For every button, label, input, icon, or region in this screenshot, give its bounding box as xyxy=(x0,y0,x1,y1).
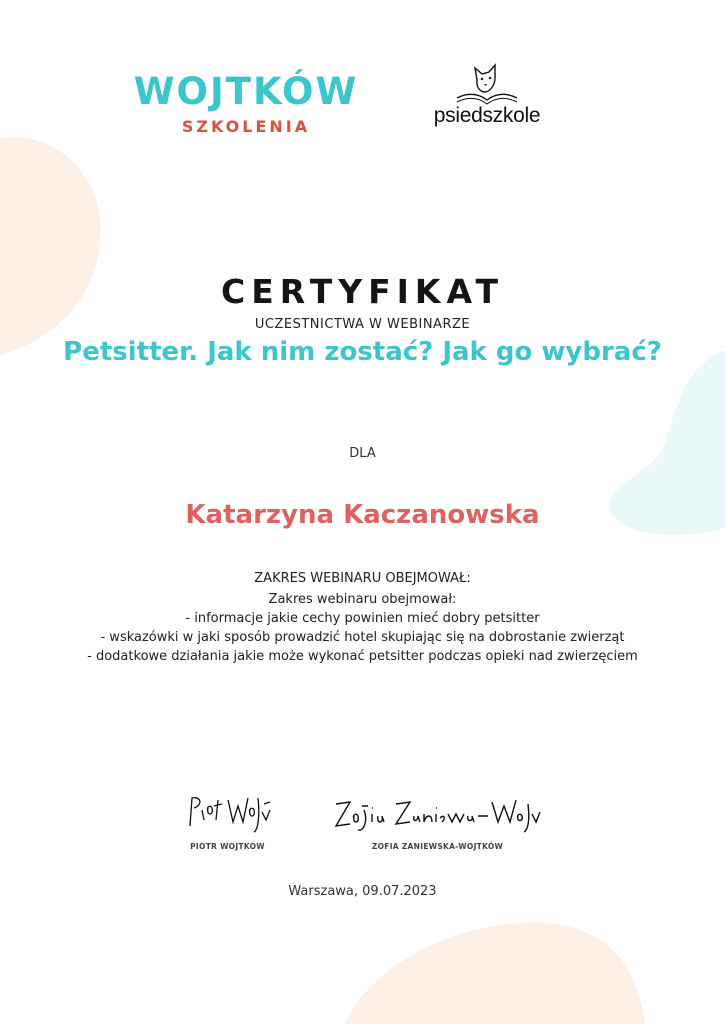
scope-heading: ZAKRES WEBINARU OBEJMOWAŁ: xyxy=(254,571,471,586)
signature-zofia xyxy=(328,790,548,834)
scope-list xyxy=(70,590,655,666)
psiedszkole-logo xyxy=(430,62,544,128)
logo-subword: SZKOLENIA xyxy=(181,117,311,136)
signature-block-1 xyxy=(170,790,285,851)
signature-name: PIOTR WOJTKÓW xyxy=(190,842,265,851)
scope-item: - wskazówki w jaki sposób prowadzić hotel skupiając się na dobrostanie zwierząt xyxy=(100,630,625,645)
for-label: DLA xyxy=(349,446,376,461)
scope-item: - informacje jakie cechy powinien mieć dobry petsitter xyxy=(185,611,540,626)
wojtkow-logo xyxy=(128,70,364,138)
logo-wordmark: WOJTKÓW xyxy=(133,70,359,113)
recipient-name: Katarzyna Kaczanowska xyxy=(185,500,540,530)
signature-name: ZOFIA ZANIEWSKA-WOJTKÓW xyxy=(371,842,504,851)
certificate-title: CERTYFIKAT xyxy=(221,272,504,311)
peach-blob-bottom xyxy=(345,915,645,1024)
certificate-subtitle: UCZESTNICTWA W WEBINARZE xyxy=(254,317,471,332)
signature-piotr xyxy=(178,790,278,834)
signature-block-2 xyxy=(325,790,550,851)
partner-name: psiedszkole xyxy=(433,104,541,127)
webinar-title: Petsitter. Jak nim zostać? Jak go wybrać? xyxy=(63,337,662,367)
dog-book-icon xyxy=(447,62,527,106)
place-and-date: Warszawa, 09.07.2023 xyxy=(288,884,437,899)
scope-item: - dodatkowe działania jakie może wykonać petsitter podczas opieki nad zwierzęciem xyxy=(87,649,638,664)
scope-item: Zakres webinaru obejmował: xyxy=(268,592,457,607)
